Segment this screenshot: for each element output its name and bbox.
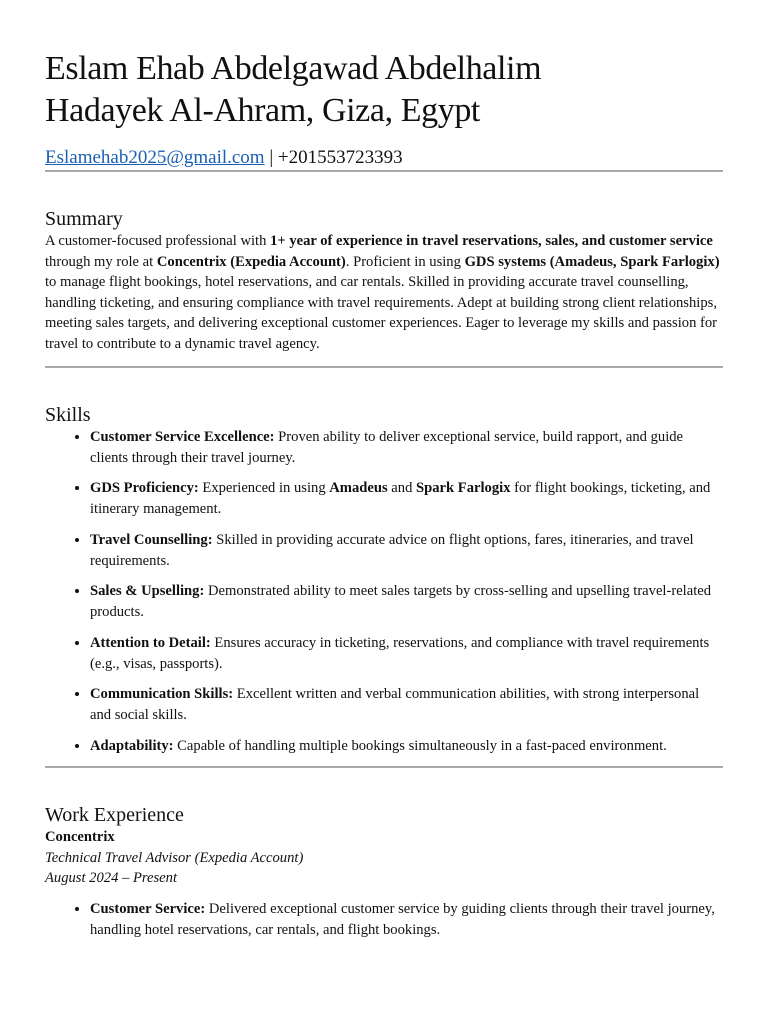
- divider-header: [45, 170, 723, 172]
- job-role: Technical Travel Advisor (Expedia Account): [45, 850, 304, 866]
- divider-skills: [45, 766, 723, 768]
- experience-label: Customer Service:: [90, 901, 206, 917]
- experience-item: [90, 899, 723, 940]
- header-block: [45, 48, 541, 132]
- skills-list: [45, 427, 723, 767]
- skill-text: Capable of handling multiple bookings simultaneously in a fast-paced environment.: [173, 737, 667, 754]
- skill-bold: Amadeus: [329, 480, 388, 497]
- skill-text: and: [387, 480, 417, 497]
- summary-bold-3: GDS systems (Amadeus, Spark Farlogix): [464, 253, 720, 270]
- summary-text-1: A customer-focused professional with: [45, 233, 271, 249]
- summary-text-4: to manage flight bookings, hotel reservations, and car rentals. Skilled in providing accurate travel counselling, handling ticketing, and ensuring compliance with travel requirements. Adept at building strong client relationships, meeting sales targets, and delivering exceptional customer experiences. Eager to leverage my skills and passion for travel to contribute to a dynamic travel agency.: [45, 274, 718, 352]
- skill-text: for flight bookings, ticketing, and itinerary management.: [90, 480, 711, 518]
- skill-text: Skilled in providing accurate advice on flight options, fares, itineraries, and travel requirements.: [90, 531, 694, 569]
- candidate-name: Eslam Ehab Abdelgawad Abdelhalim: [45, 50, 542, 87]
- phone-number: +201553723393: [277, 147, 403, 168]
- email-link[interactable]: Eslamehab2025@gmail.com: [45, 147, 265, 168]
- contact-line: [45, 145, 403, 171]
- skill-text: Proven ability to deliver exceptional service, build rapport, and guide clients through their travel journey.: [90, 429, 684, 466]
- skill-item-travel-counselling: [90, 530, 723, 571]
- skill-label: GDS Proficiency:: [90, 480, 199, 497]
- skill-label: Adaptability:: [90, 737, 174, 754]
- skill-item-sales: [90, 581, 723, 622]
- skill-item-gds: [90, 478, 723, 519]
- skill-label: Customer Service Excellence:: [90, 429, 275, 445]
- summary-title: Summary: [45, 208, 123, 230]
- skill-bold: Spark Farlogix: [416, 480, 511, 497]
- candidate-location: Hadayek Al-Ahram, Giza, Egypt: [45, 92, 480, 129]
- skill-label: Attention to Detail:: [90, 634, 211, 651]
- skill-text: Excellent written and verbal communication abilities, with strong interpersonal and social skills.: [90, 686, 700, 724]
- experience-list: [45, 899, 723, 950]
- skill-text: Experienced in using: [198, 480, 330, 497]
- summary-text-3: . Proficient in using: [345, 253, 465, 270]
- skills-title: Skills: [45, 404, 91, 426]
- job-dates: August 2024 – Present: [45, 870, 178, 886]
- summary-text-2: through my role at: [45, 253, 157, 270]
- skill-label: Travel Counselling:: [90, 531, 213, 548]
- experience-text: Delivered exceptional customer service by guiding clients through their travel journey, handling hotel reservations, car rentals, and flight bookings.: [90, 901, 715, 938]
- skill-item-customer-service: [90, 427, 723, 468]
- skill-item-adaptability: [90, 736, 723, 757]
- experience-title: Work Experience: [45, 804, 184, 826]
- summary-paragraph: [45, 231, 723, 355]
- summary-bold-2: Concentrix (Expedia Account): [156, 253, 346, 270]
- skill-item-communication: [90, 684, 723, 725]
- divider-summary: [45, 366, 723, 368]
- skill-item-attention: [90, 633, 723, 674]
- skill-text: Demonstrated ability to meet sales targets by cross-selling and upselling travel-related products.: [90, 583, 712, 621]
- skill-text: Ensures accuracy in ticketing, reservations, and compliance with travel requirements (e.g., visas, passports).: [90, 634, 710, 672]
- summary-bold-1: 1+ year of experience in travel reservations, sales, and customer service: [270, 233, 713, 249]
- company-name: Concentrix: [45, 829, 115, 845]
- skill-label: Communication Skills:: [90, 686, 234, 703]
- skill-label: Sales & Upselling:: [90, 583, 205, 600]
- contact-separator: |: [264, 147, 278, 168]
